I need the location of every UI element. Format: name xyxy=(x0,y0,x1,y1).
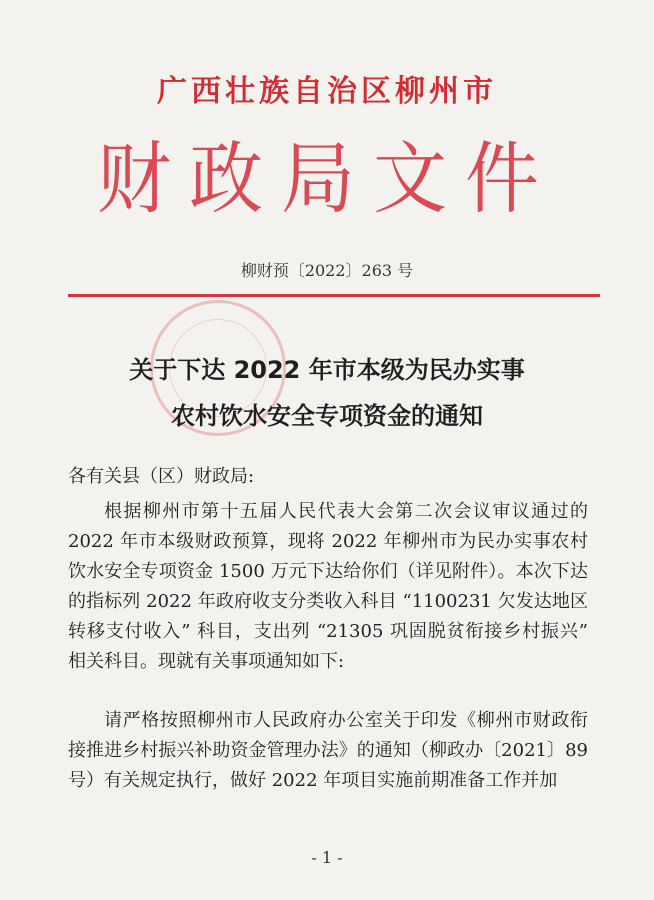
page-number: - 1 - xyxy=(311,848,343,867)
document-number: 柳财预〔2022〕263 号 xyxy=(240,261,414,280)
body-paragraph: 根据柳州市第十五届人民代表大会第二次会议审议通过的 2022 年市本级财政预算，现将 2022 年柳州市为民办实事农村饮水安全专项资金 1500 万元下达给你们（详见附件）。本次下达的指标列 2022 年政府收支分类收入科目 “1100231 欠发达地区转移支付收入” 科目，支出列 “21305 巩固脱贫衔接乡村振兴” 相关科目。现就有关事项通知如下: xyxy=(68,501,588,672)
document-title-line-2: 农村饮水安全专项资金的通知 xyxy=(171,402,483,430)
red-separator-line xyxy=(68,294,600,297)
body-paragraph: 请严格按照柳州市人民政府办公室关于印发《柳州市财政衔接推进乡村振兴补助资金管理办法》的通知（柳政办〔2021〕89 号）有关规定执行，做好 2022 年项目实施前期准备工作并加 xyxy=(68,710,588,791)
salutation: 各有关县（区）财政局: xyxy=(68,466,255,487)
issuer-name: 广西壮族自治区柳州市 xyxy=(157,74,497,109)
document-type-heading: 财政局文件 xyxy=(97,134,557,225)
document-title-line-1: 关于下达 2022 年市本级为民办实事 xyxy=(129,356,525,384)
